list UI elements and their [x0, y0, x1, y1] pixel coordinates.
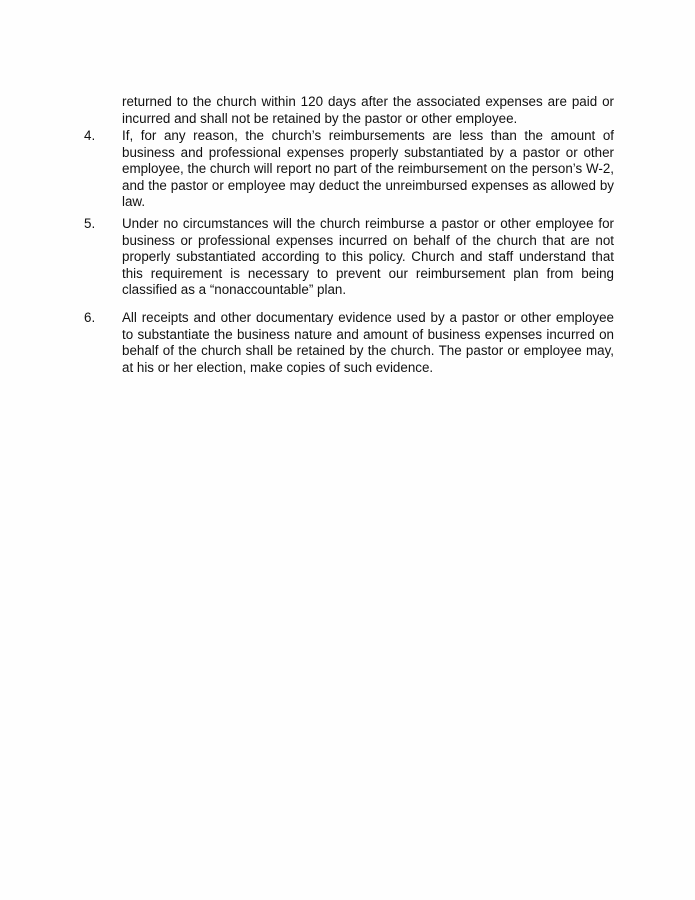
item-number: 5.: [84, 216, 96, 231]
item-number: 4.: [84, 128, 96, 143]
list-item-5: [84, 216, 614, 299]
continued-paragraph: returned to the church within 120 days after the associated expenses are paid or incurred and shall not be retained by the pastor or other employee.: [122, 94, 614, 126]
list-item-6: [84, 310, 614, 376]
item-text: Under no circumstances will the church reimburse a pastor or other employee for business or professional expenses incurred on behalf of the church that are not properly substantiated according to this policy. Church and staff understand that this requirement is necessary to prevent our reimbursement plan from being classified as a “nonaccountable” plan.: [122, 216, 614, 298]
item-text: If, for any reason, the church’s reimbursements are less than the amount of business and professional expenses properly substantiated by a pastor or other employee, the church will report no part of the reimbursement on the person’s W-2, and the pastor or employee may deduct the unreimbursed expenses as allowed by law.: [122, 128, 614, 210]
item-text: All receipts and other documentary evidence used by a pastor or other employee to substantiate the business nature and amount of business expenses incurred on behalf of the church shall be retained by the church. The pastor or employee may, at his or her election, make copies of such evidence.: [122, 310, 614, 375]
item-number: 6.: [84, 310, 96, 325]
list-item-4: [84, 128, 614, 211]
